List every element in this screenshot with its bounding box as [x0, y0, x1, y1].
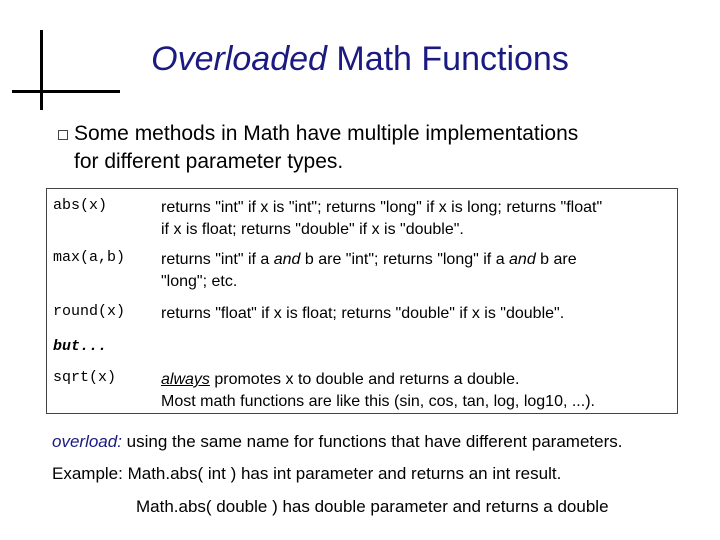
emphasis-and: and [509, 251, 536, 268]
title-rest: Math Functions [326, 40, 569, 78]
square-bullet-icon [58, 130, 68, 140]
bullet-line-2: for different parameter types. [74, 150, 344, 173]
description-line-2: if x is float; returns "double" if x is "double". [161, 221, 464, 238]
description-part: promotes x to double and returns a double. [209, 371, 520, 388]
description-part: returns "int" if a [161, 251, 274, 268]
example-line-1: Example: Math.abs( int ) has int parameter and returns an int result. [52, 464, 562, 483]
slide-title [0, 40, 720, 79]
but-label: but... [53, 338, 108, 355]
description-line-1 [161, 369, 671, 391]
definition-text: using the same name for functions that have different parameters. [121, 432, 623, 451]
overload-definition [52, 432, 622, 452]
description-line-1: returns "int" if x is "int"; returns "long" if x is long; returns "float" [161, 199, 603, 216]
description-line-2: Most math functions are like this (sin, cos, tan, log, log10, ...). [161, 393, 595, 410]
function-name: round(x) [53, 303, 126, 320]
emphasis-and: and [273, 251, 301, 268]
description-line-1: returns "float" if x is float; returns "double" if x is "double". [161, 305, 565, 322]
definition-term: overload: [52, 432, 122, 451]
example-line-2: Math.abs( double ) has double parameter and returns a double [136, 497, 609, 516]
function-description [161, 303, 671, 325]
function-name: max(a,b) [53, 249, 126, 266]
but-note [53, 337, 673, 355]
function-table [46, 188, 678, 414]
emphasis-always: always [161, 371, 210, 388]
title-italic: Overloaded [151, 40, 327, 78]
bullet-text [74, 120, 578, 176]
bullet-line-1: Some methods in Math have multiple implementations [74, 122, 579, 145]
description-line-2: "long"; etc. [161, 273, 238, 290]
function-description [161, 197, 671, 241]
function-description [161, 249, 671, 293]
description-part: b are "int"; returns "long" if a [300, 251, 510, 268]
function-description [161, 369, 671, 413]
description-line-1 [161, 249, 671, 271]
function-name: sqrt(x) [53, 369, 117, 386]
decorative-horizontal-rule [12, 90, 120, 93]
description-part: b are [535, 251, 577, 268]
function-name: abs(x) [53, 197, 108, 214]
